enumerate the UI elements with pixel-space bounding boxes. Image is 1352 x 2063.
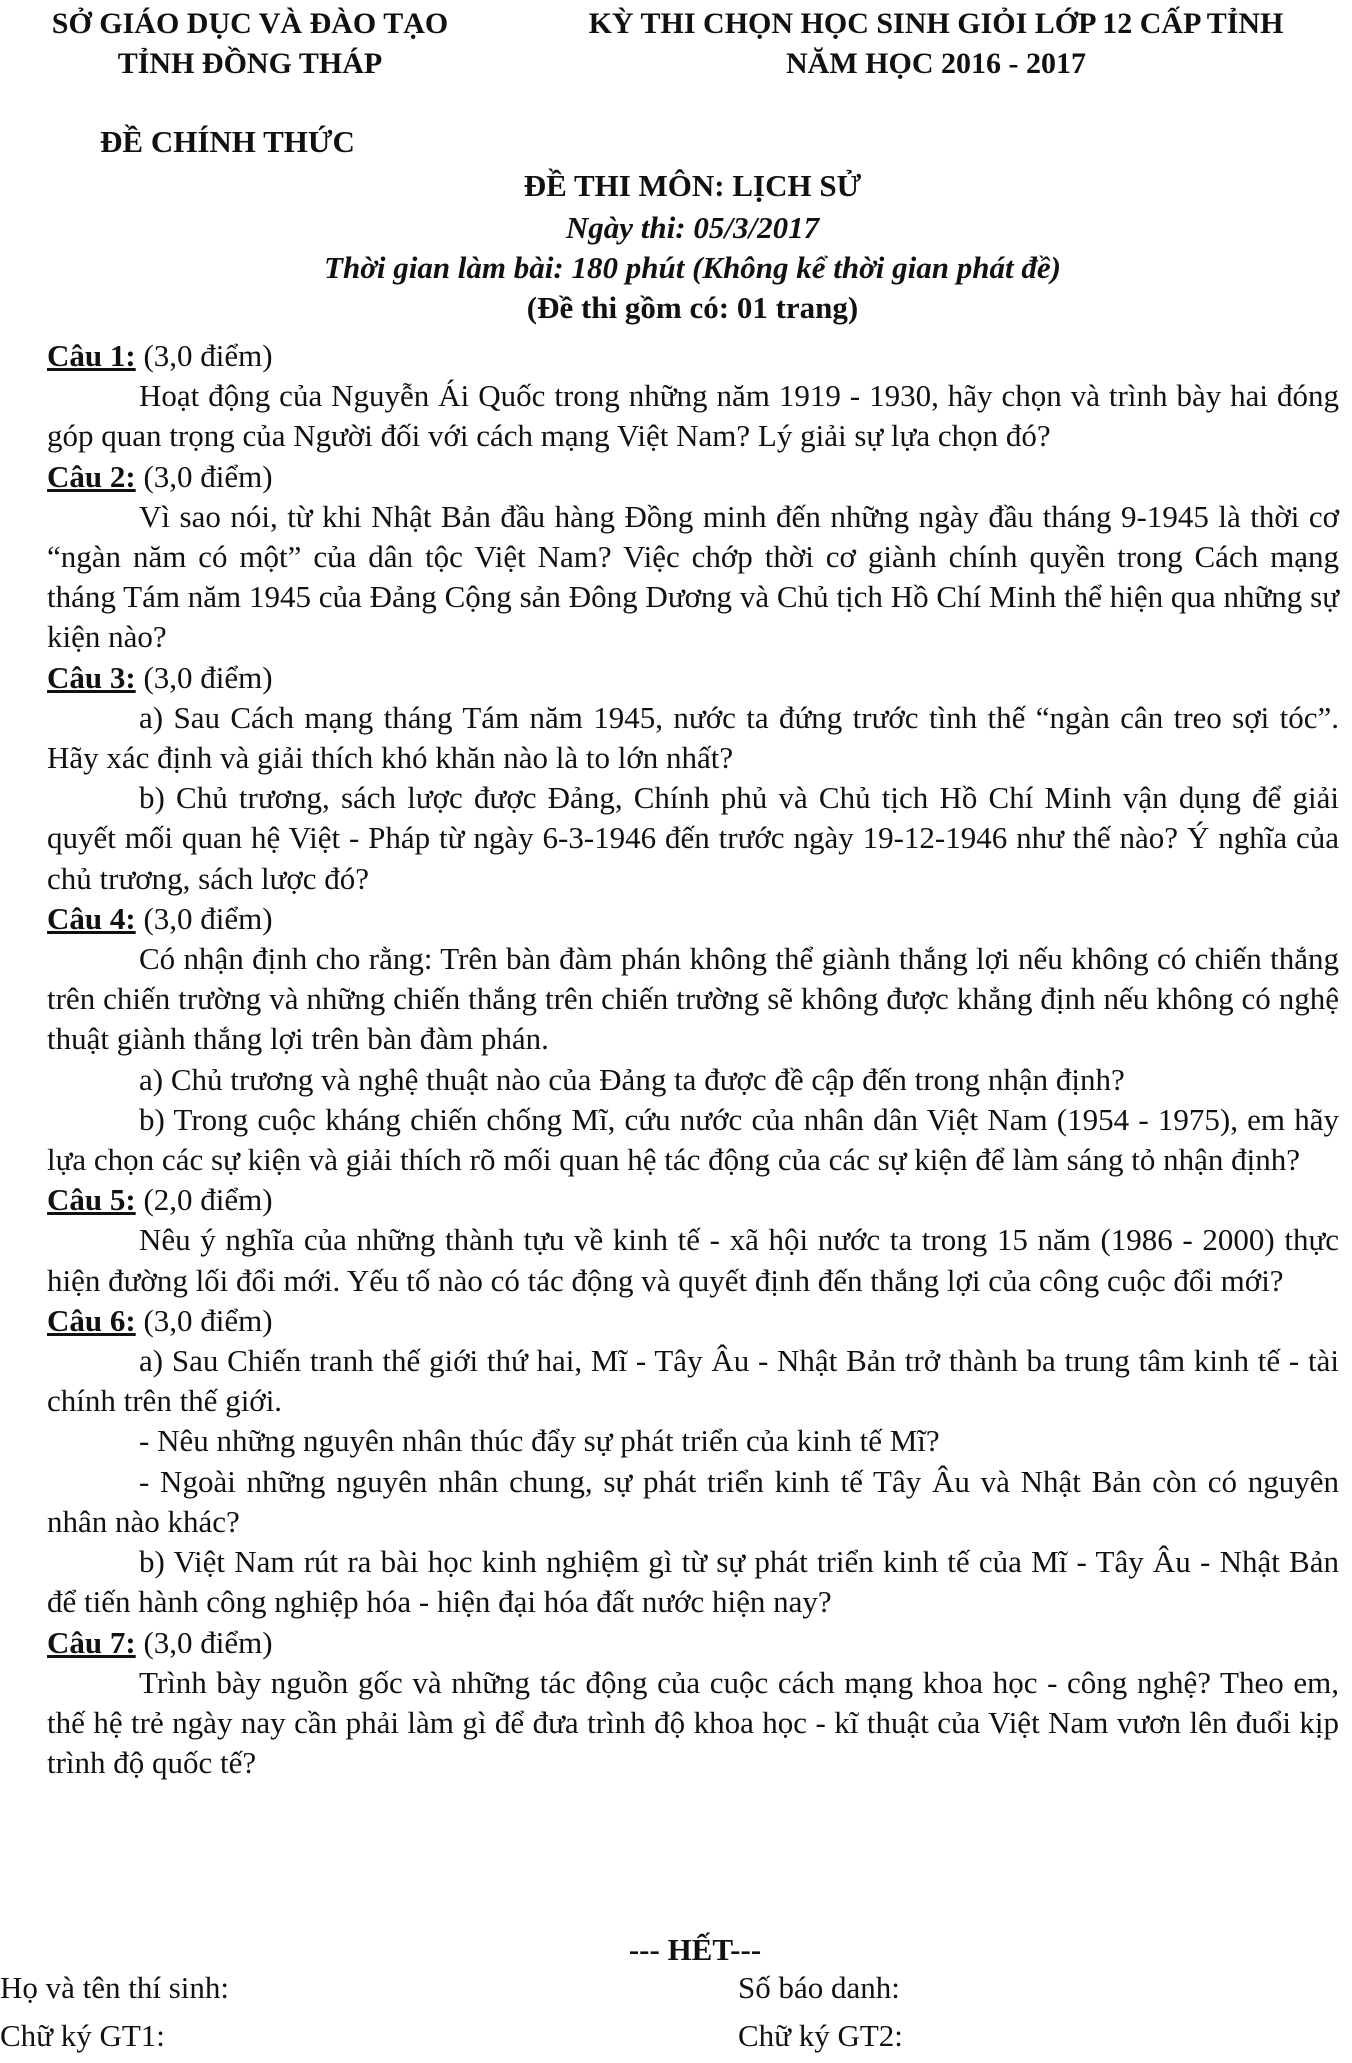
question-2 (47, 457, 1339, 658)
question-paragraph: Hoạt động của Nguyễn Ái Quốc trong những năm 1919 - 1930, hãy chọn và trình bày hai đóng góp quan trọng của Người đối với cách mạng Việt Nam? Lý giải sự lựa chọn đó? (47, 378, 1339, 454)
question-label: Câu 6: (47, 1302, 136, 1338)
question-label: Câu 3: (47, 659, 136, 695)
department-header (0, 4, 500, 84)
question-points: (3,0 điểm) (135, 338, 273, 373)
exam-header (520, 4, 1352, 84)
question-points: (3,0 điểm) (135, 900, 273, 936)
question-paragraph: - Nêu những nguyên nhân thúc đẩy sự phát triển của kinh tế Mĩ? (139, 1423, 940, 1459)
question-label: Câu 1: (47, 338, 136, 373)
question-points: (3,0 điểm) (135, 458, 273, 494)
question-points: (3,0 điểm) (135, 1624, 273, 1660)
question-paragraph: b) Việt Nam rút ra bài học kinh nghiệm gì từ sự phát triển kinh tế của Mĩ - Tây Âu - Nhật Bản để tiến hành công nghiệp hóa - hiện đại hóa đất nước hiện nay? (47, 1544, 1339, 1620)
question-3 (47, 658, 1339, 899)
school-year: NĂM HỌC 2016 - 2017 (786, 47, 1086, 80)
question-heading (47, 1301, 1339, 1341)
question-points: (2,0 điểm) (135, 1182, 273, 1218)
question-paragraph: Có nhận định cho rằng: Trên bàn đàm phán không thể giành thắng lợi nếu không có chiến thắng trên chiến trường và những chiến thắng trên chiến trường sẽ không được khẳng định nếu không có nghệ thuật giành thắng lợi trên bàn đàm phán. (47, 941, 1339, 1057)
question-paragraph: - Ngoài những nguyên nhân chung, sự phát triển kinh tế Tây Âu và Nhật Bản còn có nguyên nhân nào khác? (47, 1463, 1339, 1539)
question-heading (47, 1180, 1339, 1220)
question-label: Câu 7: (47, 1624, 136, 1660)
question-label: Câu 5: (47, 1182, 136, 1218)
end-mark: --- HẾT--- (628, 1932, 762, 1967)
invigilator-2-signature-label: Chữ ký GT2: (738, 2018, 903, 2053)
invigilator-1-signature-label: Chữ ký GT1: (0, 2018, 165, 2053)
department-name: SỞ GIÁO DỤC VÀ ĐÀO TẠO (51, 7, 449, 40)
question-heading (47, 1623, 1339, 1663)
question-heading (47, 336, 1339, 376)
question-label: Câu 2: (47, 458, 136, 494)
question-list (47, 336, 1339, 1783)
question-1 (47, 336, 1339, 457)
exam-subject: ĐỀ THI MÔN: LỊCH SỬ (523, 168, 862, 203)
question-paragraph: Vì sao nói, từ khi Nhật Bản đầu hàng Đồng minh đến những ngày đầu tháng 9-1945 là thời cơ “ngàn năm có một” của dân tộc Việt Nam? Việc chớp thời cơ giành chính quyền trong Cách mạng tháng Tám năm 1945 của Đảng Cộng sản Đông Dương và Chủ tịch Hồ Chí Minh thể hiện qua những sự kiện nào? (47, 498, 1339, 655)
question-paragraph: Nêu ý nghĩa của những thành tựu về kinh tế - xã hội nước ta trong 15 năm (1986 - 2000) thực hiện đường lối đổi mới. Yếu tố nào có tác động và quyết định đến thắng lợi của công cuộc đổi mới? (47, 1222, 1339, 1298)
question-paragraph: b) Trong cuộc kháng chiến chống Mĩ, cứu nước của nhân dân Việt Nam (1954 - 1975), em hãy lựa chọn các sự kiện và giải thích rõ mối quan hệ tác động của các sự kiện để làm sáng tỏ nhận định? (47, 1101, 1339, 1178)
question-paragraph: a) Chủ trương và nghệ thuật nào của Đảng ta được đề cập đến trong nhận định? (139, 1061, 1125, 1097)
official-label: ĐỀ CHÍNH THỨC (100, 124, 355, 159)
exam-duration: Thời gian làm bài: 180 phút (Không kể thời gian phát đề) (324, 250, 1061, 285)
question-heading (47, 658, 1339, 698)
question-label: Câu 4: (47, 900, 136, 936)
question-heading (47, 457, 1339, 497)
question-paragraph: a) Sau Chiến tranh thế giới thứ hai, Mĩ - Tây Âu - Nhật Bản trở thành ba trung tâm kinh tế - tài chính trên thế giới. (47, 1343, 1339, 1419)
exam-name: KỲ THI CHỌN HỌC SINH GIỎI LỚP 12 CẤP TỈNH (588, 7, 1284, 40)
question-4 (47, 899, 1339, 1180)
question-points: (3,0 điểm) (135, 1302, 273, 1338)
question-7 (47, 1623, 1339, 1784)
candidate-name-label: Họ và tên thí sinh: (0, 1970, 230, 2005)
question-5 (47, 1180, 1339, 1301)
question-6 (47, 1301, 1339, 1623)
question-paragraph: a) Sau Cách mạng tháng Tám năm 1945, nước ta đứng trước tình thế “ngàn cân treo sợi tóc”. Hãy xác định và giải thích khó khăn nào là to lớn nhất? (47, 699, 1339, 776)
question-paragraph: b) Chủ trương, sách lược được Đảng, Chính phủ và Chủ tịch Hồ Chí Minh vận dụng để giải quyết mối quan hệ Việt - Pháp từ ngày 6-3-1946 đến trước ngày 19-12-1946 như thế nào? Ý nghĩa của chủ trương, sách lược đó? (47, 780, 1339, 896)
exam-page-count: (Đề thi gồm có: 01 trang) (526, 290, 859, 325)
exam-date: Ngày thi: 05/3/2017 (565, 210, 820, 245)
province-name: TỈNH ĐỒNG THÁP (117, 47, 383, 80)
question-paragraph: Trình bày nguồn gốc và những tác động của cuộc cách mạng khoa học - công nghệ? Theo em, thế hệ trẻ ngày nay cần phải làm gì để đưa trình độ khoa học - kĩ thuật của Việt Nam vươn lên đuổi kịp trình độ quốc tế? (47, 1664, 1339, 1781)
question-heading (47, 899, 1339, 939)
question-points: (3,0 điểm) (135, 659, 273, 695)
candidate-number-label: Số báo danh: (738, 1970, 900, 2005)
